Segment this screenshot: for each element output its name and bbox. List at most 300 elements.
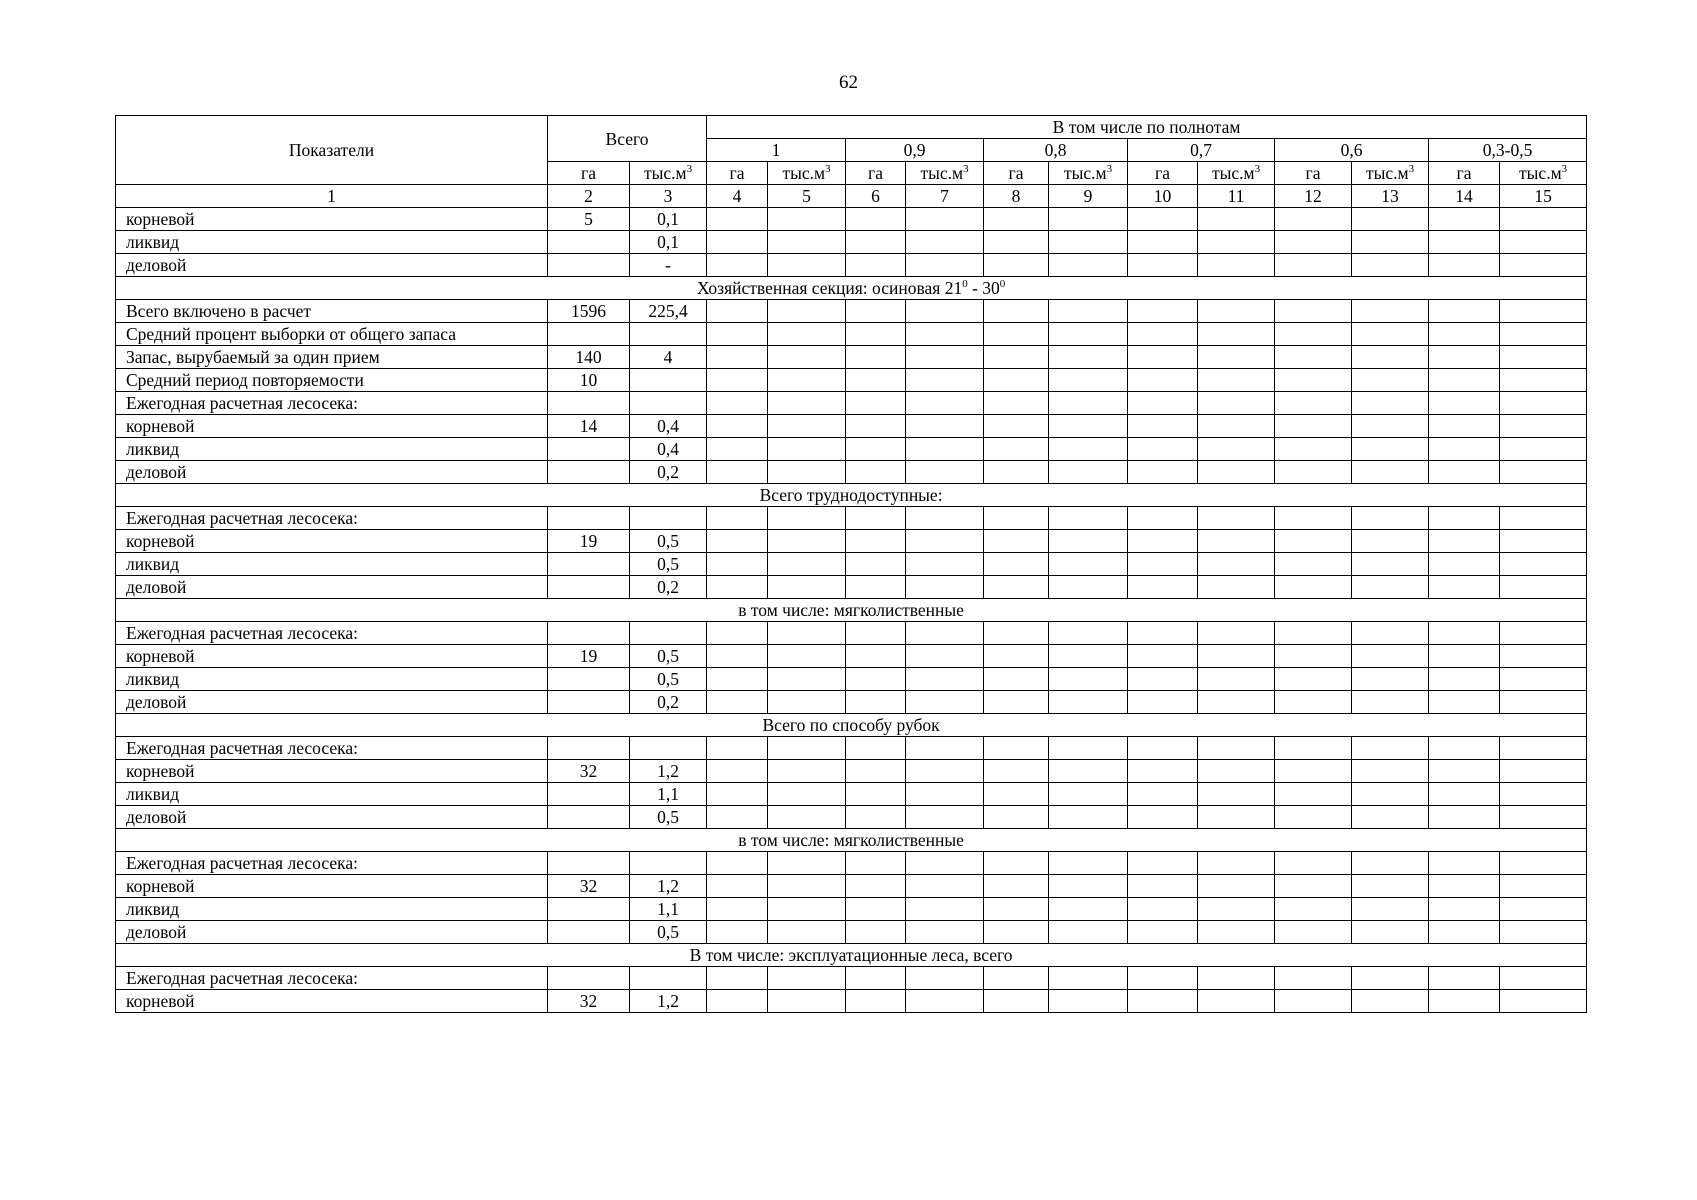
empty-density-cell [1128, 254, 1198, 277]
empty-density-cell [768, 990, 846, 1013]
empty-density-cell [707, 783, 768, 806]
indicator-cell: корневой [116, 530, 548, 553]
empty-density-cell [1275, 415, 1352, 438]
total-ha-cell: 14 [548, 415, 630, 438]
total-volume-cell: 0,2 [630, 576, 707, 599]
total-volume-cell [630, 622, 707, 645]
table-row [116, 392, 1587, 415]
total-ha-cell [548, 323, 630, 346]
indicator-cell: ликвид [116, 668, 548, 691]
empty-density-cell [1429, 737, 1500, 760]
empty-density-cell [1198, 530, 1275, 553]
empty-density-cell [1352, 392, 1429, 415]
empty-density-cell [1429, 852, 1500, 875]
empty-density-cell [1352, 300, 1429, 323]
table-row [116, 553, 1587, 576]
empty-density-cell [906, 231, 984, 254]
empty-density-cell [1049, 254, 1128, 277]
empty-density-cell [768, 622, 846, 645]
empty-density-cell [1198, 967, 1275, 990]
empty-density-cell [1275, 323, 1352, 346]
empty-density-cell [1128, 852, 1198, 875]
empty-density-cell [846, 438, 906, 461]
total-ha-cell [548, 622, 630, 645]
header-density-0-8: 0,8 [984, 139, 1128, 162]
section-heading [116, 599, 1587, 622]
indicator-cell: деловой [116, 461, 548, 484]
empty-density-cell [1275, 254, 1352, 277]
empty-density-cell [1429, 691, 1500, 714]
total-ha-cell: 5 [548, 208, 630, 231]
empty-density-cell [1275, 875, 1352, 898]
table-row [116, 576, 1587, 599]
table-row [116, 783, 1587, 806]
empty-density-cell [1352, 415, 1429, 438]
total-volume-cell: 1,2 [630, 990, 707, 1013]
total-volume-cell: 0,5 [630, 921, 707, 944]
empty-density-cell [1275, 990, 1352, 1013]
unit-volume-label: тыс.м [643, 163, 687, 183]
empty-density-cell [846, 967, 906, 990]
empty-density-cell [707, 461, 768, 484]
empty-density-cell [906, 254, 984, 277]
table-row [116, 967, 1587, 990]
header-density-0-6: 0,6 [1275, 139, 1429, 162]
empty-density-cell [1128, 668, 1198, 691]
empty-density-cell [906, 737, 984, 760]
empty-density-cell [984, 737, 1049, 760]
empty-density-cell [1198, 806, 1275, 829]
indicator-cell: Всего включено в расчет [116, 300, 548, 323]
empty-density-cell [768, 737, 846, 760]
empty-density-cell [1500, 530, 1587, 553]
empty-density-cell [906, 875, 984, 898]
empty-density-cell [1275, 208, 1352, 231]
empty-density-cell [846, 622, 906, 645]
empty-density-cell [906, 461, 984, 484]
empty-density-cell [984, 323, 1049, 346]
empty-density-cell [1128, 875, 1198, 898]
empty-density-cell [984, 369, 1049, 392]
empty-density-cell [1429, 898, 1500, 921]
empty-density-cell [1500, 300, 1587, 323]
empty-density-cell [768, 323, 846, 346]
empty-density-cell [1352, 783, 1429, 806]
total-volume-cell: 1,2 [630, 760, 707, 783]
empty-density-cell [768, 369, 846, 392]
empty-density-cell [1049, 967, 1128, 990]
empty-density-cell [846, 300, 906, 323]
empty-density-cell [1049, 323, 1128, 346]
empty-density-cell [984, 783, 1049, 806]
total-volume-cell: 0,1 [630, 231, 707, 254]
header-density-0-9: 0,9 [846, 139, 984, 162]
empty-density-cell [707, 668, 768, 691]
empty-density-cell [1275, 507, 1352, 530]
empty-density-cell [707, 852, 768, 875]
indicator-cell: деловой [116, 921, 548, 944]
empty-density-cell [1049, 783, 1128, 806]
empty-density-cell [1128, 323, 1198, 346]
empty-density-cell [1352, 369, 1429, 392]
empty-density-cell [906, 507, 984, 530]
empty-density-cell [906, 760, 984, 783]
column-number-cell: 2 [548, 185, 630, 208]
empty-density-cell [1049, 760, 1128, 783]
indicator-cell: Ежегодная расчетная лесосека: [116, 967, 548, 990]
empty-density-cell [1128, 783, 1198, 806]
empty-density-cell [1352, 461, 1429, 484]
table-row [116, 806, 1587, 829]
total-ha-cell: 32 [548, 875, 630, 898]
empty-density-cell [846, 737, 906, 760]
table-body [116, 208, 1587, 1013]
empty-density-cell [1049, 622, 1128, 645]
empty-density-cell [707, 967, 768, 990]
empty-density-cell [1352, 760, 1429, 783]
empty-density-cell [1352, 323, 1429, 346]
total-volume-cell [630, 852, 707, 875]
empty-density-cell [906, 300, 984, 323]
empty-density-cell [906, 576, 984, 599]
unit-ha-cell: га [548, 162, 630, 185]
empty-density-cell [1500, 691, 1587, 714]
indicator-cell: ликвид [116, 783, 548, 806]
total-volume-cell [630, 737, 707, 760]
empty-density-cell [846, 875, 906, 898]
empty-density-cell [1429, 668, 1500, 691]
empty-density-cell [1500, 875, 1587, 898]
empty-density-cell [1500, 369, 1587, 392]
empty-density-cell [1429, 806, 1500, 829]
empty-density-cell [984, 553, 1049, 576]
empty-density-cell [1049, 668, 1128, 691]
empty-density-cell [846, 231, 906, 254]
empty-density-cell [1049, 507, 1128, 530]
indicator-cell: Ежегодная расчетная лесосека: [116, 737, 548, 760]
empty-density-cell [1198, 461, 1275, 484]
empty-density-cell [1429, 553, 1500, 576]
empty-density-cell [1049, 346, 1128, 369]
empty-density-cell [1500, 898, 1587, 921]
section-heading-row [116, 714, 1587, 737]
section-heading-text-mid: - 30 [967, 278, 1000, 298]
empty-density-cell [984, 415, 1049, 438]
section-heading [116, 484, 1587, 507]
total-ha-cell [548, 438, 630, 461]
empty-density-cell [1049, 691, 1128, 714]
empty-density-cell [1198, 369, 1275, 392]
empty-density-cell [984, 300, 1049, 323]
empty-density-cell [1128, 691, 1198, 714]
empty-density-cell [1275, 967, 1352, 990]
empty-density-cell [1198, 208, 1275, 231]
column-number-cell: 7 [906, 185, 984, 208]
empty-density-cell [1049, 898, 1128, 921]
unit-volume-exponent: 3 [686, 163, 693, 176]
unit-volume-cell [906, 162, 984, 185]
empty-density-cell [1429, 231, 1500, 254]
empty-density-cell [984, 622, 1049, 645]
empty-density-cell [1352, 921, 1429, 944]
empty-density-cell [846, 254, 906, 277]
empty-density-cell [1352, 806, 1429, 829]
empty-density-cell [906, 323, 984, 346]
indicator-cell: Ежегодная расчетная лесосека: [116, 507, 548, 530]
total-volume-cell: 0,2 [630, 461, 707, 484]
table-row [116, 369, 1587, 392]
empty-density-cell [768, 576, 846, 599]
empty-density-cell [1352, 967, 1429, 990]
empty-density-cell [846, 208, 906, 231]
empty-density-cell [846, 760, 906, 783]
empty-density-cell [906, 530, 984, 553]
indicator-cell: деловой [116, 691, 548, 714]
empty-density-cell [768, 691, 846, 714]
empty-density-cell [984, 254, 1049, 277]
empty-density-cell [846, 668, 906, 691]
empty-density-cell [1128, 737, 1198, 760]
empty-density-cell [707, 645, 768, 668]
indicator-cell: корневой [116, 990, 548, 1013]
empty-density-cell [1429, 760, 1500, 783]
empty-density-cell [906, 346, 984, 369]
total-volume-cell: 0,4 [630, 415, 707, 438]
empty-density-cell [768, 438, 846, 461]
section-heading-row [116, 944, 1587, 967]
empty-density-cell [768, 231, 846, 254]
empty-density-cell [1429, 392, 1500, 415]
table-row [116, 760, 1587, 783]
empty-density-cell [768, 507, 846, 530]
empty-density-cell [984, 691, 1049, 714]
empty-density-cell [846, 990, 906, 1013]
empty-density-cell [1500, 668, 1587, 691]
empty-density-cell [707, 622, 768, 645]
empty-density-cell [1198, 898, 1275, 921]
unit-ha-cell: га [1275, 162, 1352, 185]
empty-density-cell [1198, 622, 1275, 645]
empty-density-cell [1352, 645, 1429, 668]
table-row [116, 254, 1587, 277]
empty-density-cell [768, 898, 846, 921]
empty-density-cell [1500, 990, 1587, 1013]
total-ha-cell [548, 668, 630, 691]
empty-density-cell [846, 576, 906, 599]
table-row [116, 852, 1587, 875]
empty-density-cell [1128, 231, 1198, 254]
unit-volume-exponent: 3 [1106, 163, 1113, 176]
empty-density-cell [707, 254, 768, 277]
empty-density-cell [846, 783, 906, 806]
empty-density-cell [1128, 392, 1198, 415]
column-number-cell: 10 [1128, 185, 1198, 208]
section-heading-row [116, 599, 1587, 622]
empty-density-cell [707, 760, 768, 783]
empty-density-cell [768, 645, 846, 668]
header-density-0-7: 0,7 [1128, 139, 1275, 162]
empty-density-cell [1049, 392, 1128, 415]
empty-density-cell [1429, 967, 1500, 990]
empty-density-cell [1128, 622, 1198, 645]
empty-density-cell [906, 622, 984, 645]
empty-density-cell [1352, 576, 1429, 599]
empty-density-cell [1275, 530, 1352, 553]
indicator-cell: корневой [116, 760, 548, 783]
indicator-cell: корневой [116, 875, 548, 898]
column-number-cell: 12 [1275, 185, 1352, 208]
unit-volume-label: тыс.м [1211, 163, 1255, 183]
column-number-cell: 14 [1429, 185, 1500, 208]
header-density-1: 1 [707, 139, 846, 162]
table-row [116, 346, 1587, 369]
empty-density-cell [1198, 346, 1275, 369]
empty-density-cell [1275, 392, 1352, 415]
table-row [116, 231, 1587, 254]
section-heading-text: в том числе: мягколиственные [738, 600, 964, 620]
empty-density-cell [707, 898, 768, 921]
empty-density-cell [1049, 530, 1128, 553]
unit-volume-exponent: 3 [1408, 163, 1415, 176]
empty-density-cell [906, 392, 984, 415]
empty-density-cell [1429, 438, 1500, 461]
total-volume-cell: - [630, 254, 707, 277]
empty-density-cell [707, 415, 768, 438]
total-volume-cell: 0,2 [630, 691, 707, 714]
empty-density-cell [1352, 438, 1429, 461]
empty-density-cell [906, 898, 984, 921]
empty-density-cell [1198, 921, 1275, 944]
empty-density-cell [1352, 622, 1429, 645]
empty-density-cell [1128, 645, 1198, 668]
empty-density-cell [1275, 760, 1352, 783]
empty-density-cell [1198, 231, 1275, 254]
header-total: Всего [548, 116, 707, 162]
section-heading-text: Хозяйственная секция: осиновая 21 [696, 278, 963, 298]
empty-density-cell [1275, 921, 1352, 944]
unit-ha-cell: га [707, 162, 768, 185]
empty-density-cell [906, 852, 984, 875]
indicator-cell: Ежегодная расчетная лесосека: [116, 852, 548, 875]
empty-density-cell [1352, 898, 1429, 921]
empty-density-cell [1198, 323, 1275, 346]
total-ha-cell: 19 [548, 530, 630, 553]
total-volume-cell: 0,5 [630, 668, 707, 691]
empty-density-cell [1429, 921, 1500, 944]
empty-density-cell [768, 806, 846, 829]
empty-density-cell [1429, 323, 1500, 346]
empty-density-cell [1500, 553, 1587, 576]
empty-density-cell [984, 760, 1049, 783]
empty-density-cell [1198, 783, 1275, 806]
empty-density-cell [1275, 806, 1352, 829]
empty-density-cell [1500, 921, 1587, 944]
empty-density-cell [1128, 415, 1198, 438]
empty-density-cell [707, 346, 768, 369]
total-ha-cell [548, 806, 630, 829]
empty-density-cell [1275, 553, 1352, 576]
section-heading-row [116, 829, 1587, 852]
empty-density-cell [846, 553, 906, 576]
column-number-cell: 13 [1352, 185, 1429, 208]
empty-density-cell [906, 415, 984, 438]
empty-density-cell [1429, 622, 1500, 645]
empty-density-cell [1128, 461, 1198, 484]
section-heading [116, 829, 1587, 852]
empty-density-cell [1429, 461, 1500, 484]
degree-superscript: 0 [999, 278, 1006, 291]
empty-density-cell [1128, 438, 1198, 461]
indicator-cell: корневой [116, 208, 548, 231]
empty-density-cell [707, 530, 768, 553]
empty-density-cell [1500, 737, 1587, 760]
table-row [116, 990, 1587, 1013]
empty-density-cell [984, 507, 1049, 530]
empty-density-cell [1128, 967, 1198, 990]
empty-density-cell [1198, 875, 1275, 898]
empty-density-cell [1198, 990, 1275, 1013]
empty-density-cell [1198, 254, 1275, 277]
total-ha-cell [548, 576, 630, 599]
empty-density-cell [1429, 300, 1500, 323]
total-ha-cell [548, 783, 630, 806]
empty-density-cell [1352, 875, 1429, 898]
table-row [116, 921, 1587, 944]
table-row [116, 737, 1587, 760]
total-volume-cell [630, 369, 707, 392]
total-ha-cell [548, 392, 630, 415]
empty-density-cell [1049, 737, 1128, 760]
indicator-cell: ликвид [116, 438, 548, 461]
indicator-cell: ликвид [116, 231, 548, 254]
indicator-cell: Ежегодная расчетная лесосека: [116, 392, 548, 415]
table-row [116, 323, 1587, 346]
indicator-cell: Ежегодная расчетная лесосека: [116, 622, 548, 645]
empty-density-cell [984, 645, 1049, 668]
empty-density-cell [846, 530, 906, 553]
empty-density-cell [1049, 369, 1128, 392]
empty-density-cell [1049, 415, 1128, 438]
table-row [116, 507, 1587, 530]
empty-density-cell [846, 415, 906, 438]
unit-volume-label: тыс.м [782, 163, 826, 183]
empty-density-cell [1500, 231, 1587, 254]
total-ha-cell [548, 254, 630, 277]
unit-volume-label: тыс.м [1519, 163, 1562, 183]
empty-density-cell [1049, 461, 1128, 484]
indicator-cell: ликвид [116, 898, 548, 921]
empty-density-cell [1352, 507, 1429, 530]
empty-density-cell [1128, 898, 1198, 921]
empty-density-cell [1500, 507, 1587, 530]
empty-density-cell [846, 645, 906, 668]
empty-density-cell [1198, 852, 1275, 875]
total-volume-cell: 4 [630, 346, 707, 369]
empty-density-cell [1128, 576, 1198, 599]
empty-density-cell [1128, 553, 1198, 576]
empty-density-cell [984, 967, 1049, 990]
empty-density-cell [1500, 967, 1587, 990]
empty-density-cell [1275, 645, 1352, 668]
table-row [116, 645, 1587, 668]
section-heading-text: в том числе: мягколиственные [738, 830, 964, 850]
empty-density-cell [1198, 737, 1275, 760]
empty-density-cell [1198, 300, 1275, 323]
total-ha-cell: 10 [548, 369, 630, 392]
empty-density-cell [984, 576, 1049, 599]
indicator-cell: деловой [116, 254, 548, 277]
section-heading [116, 277, 1587, 300]
